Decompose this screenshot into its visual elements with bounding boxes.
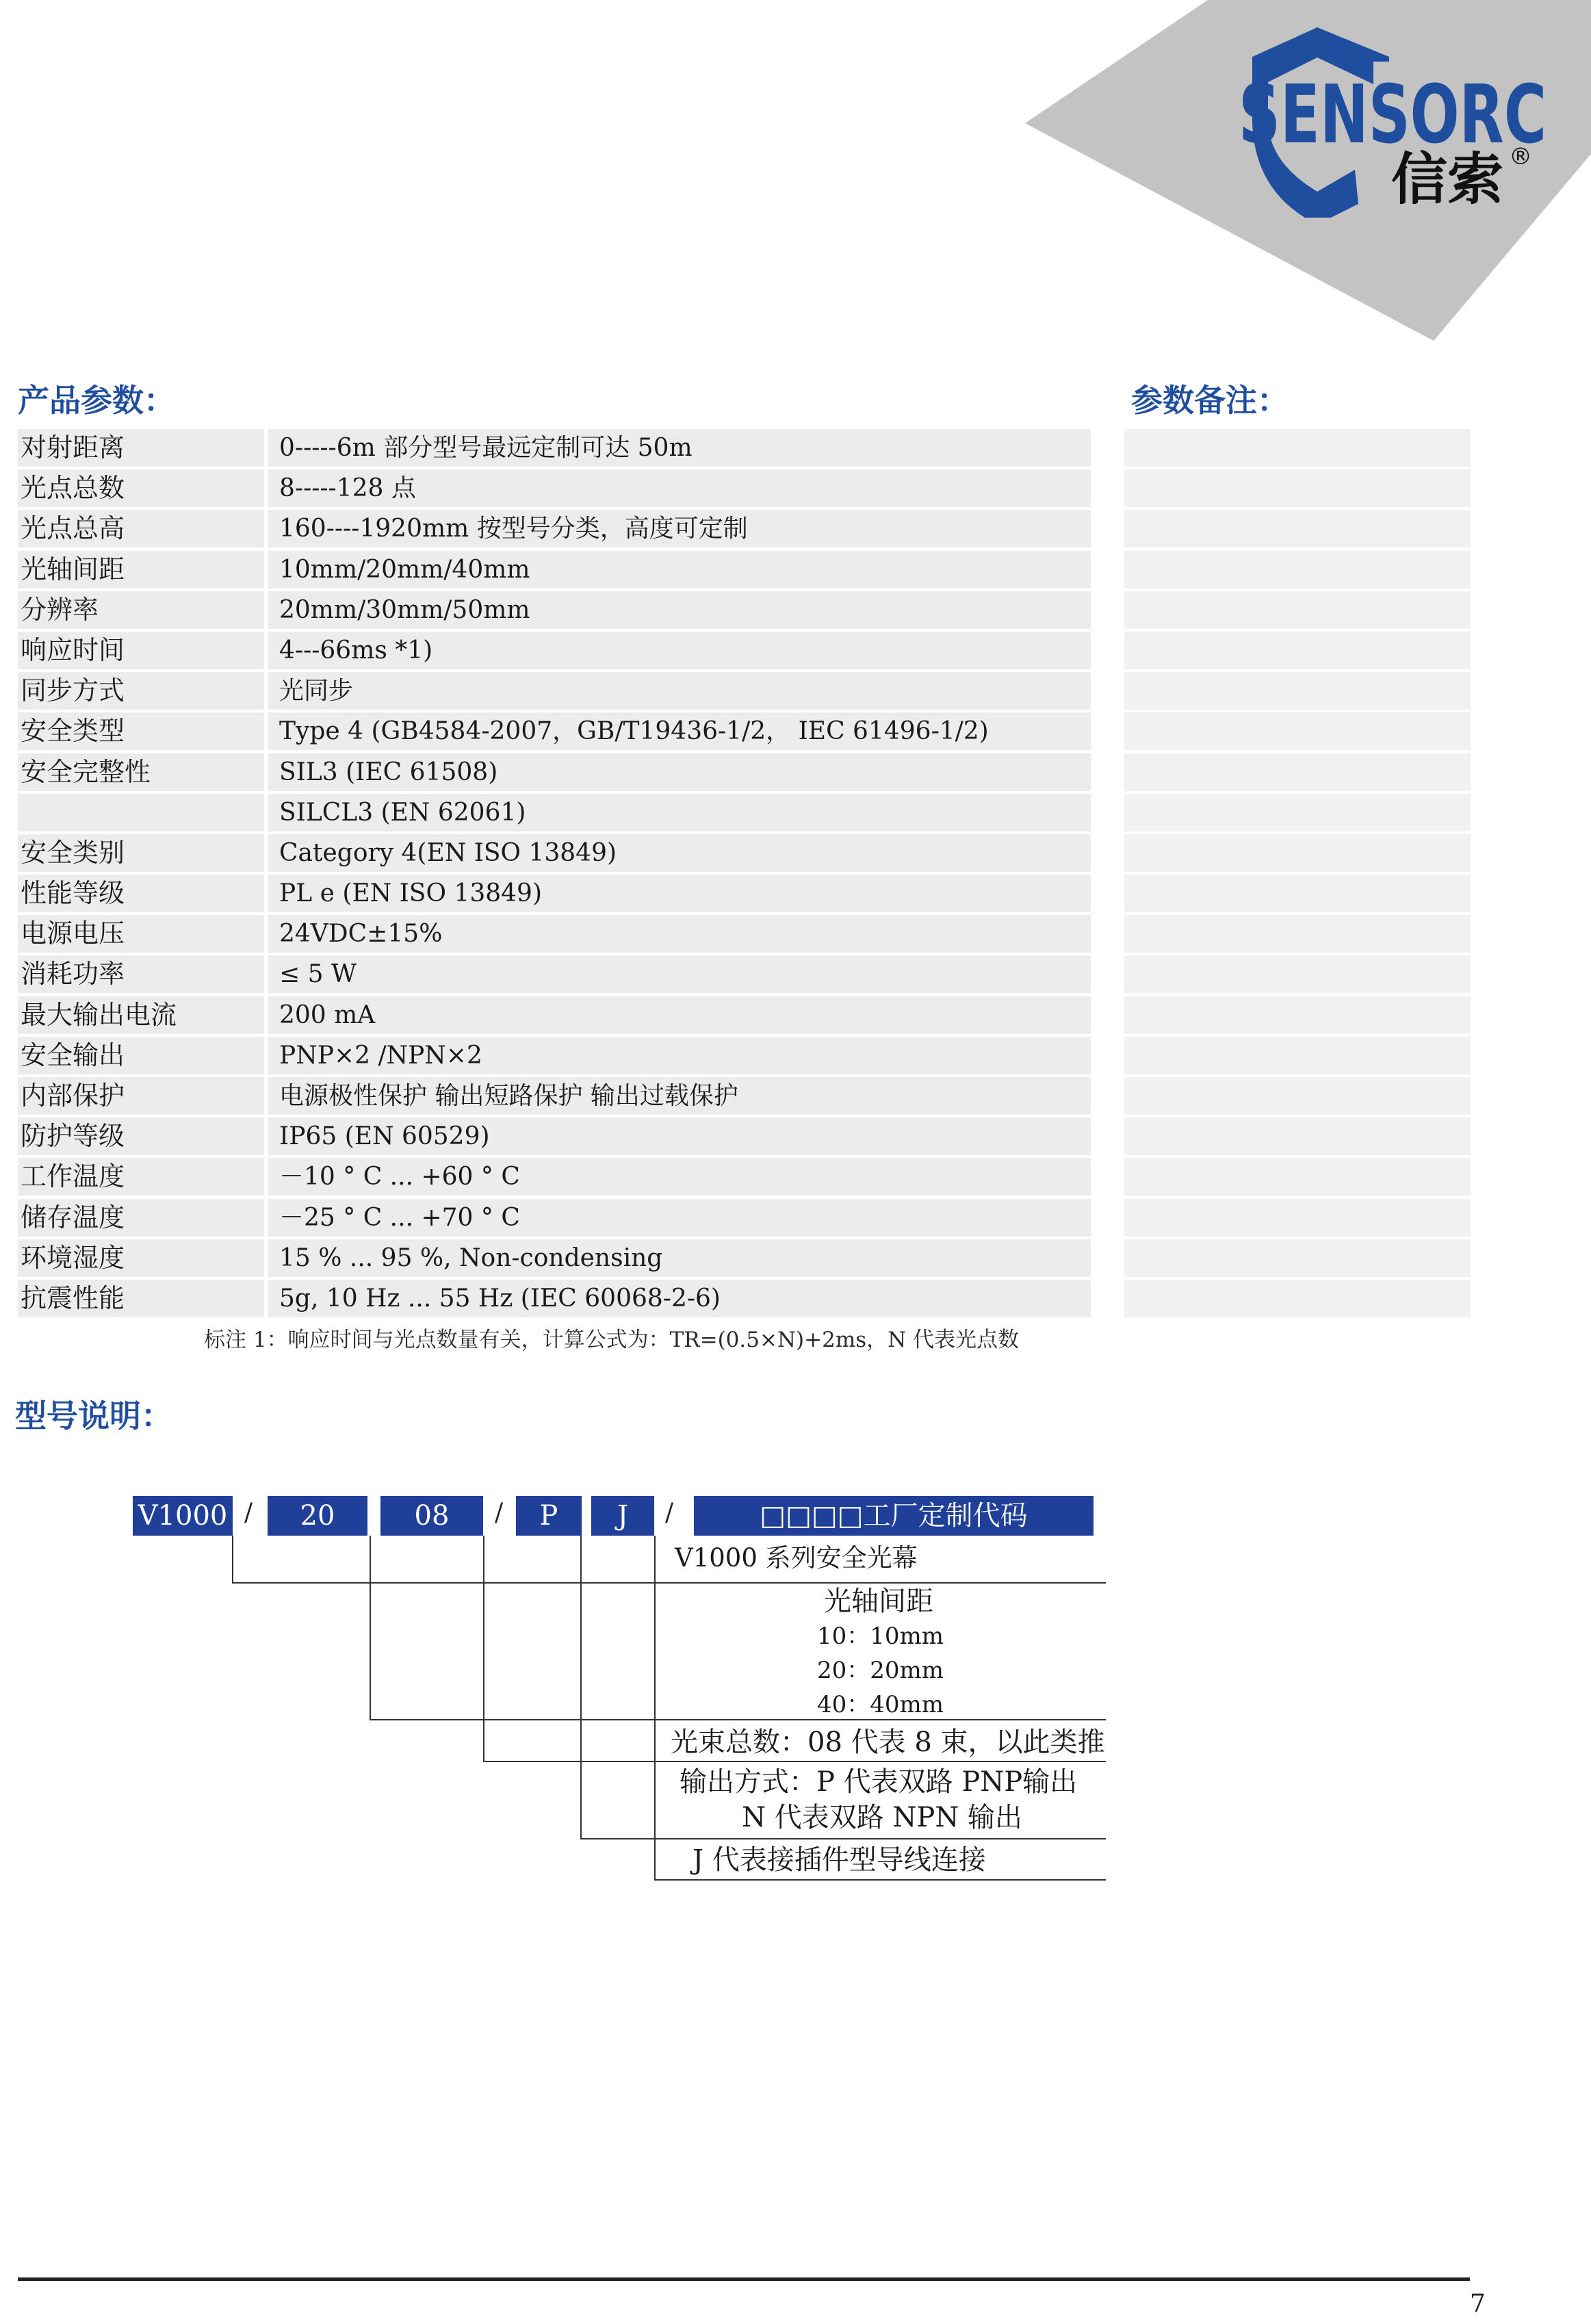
note-cell	[1124, 591, 1471, 629]
note-cell	[1124, 551, 1471, 589]
connector-line	[483, 1761, 1106, 1762]
connector-line	[580, 1536, 582, 1839]
spec-row	[18, 915, 1091, 955]
note-cell	[1124, 672, 1471, 710]
spec-label	[18, 794, 264, 831]
spec-label: 防护等级	[18, 1118, 264, 1155]
spec-value: PNP×2 /NPN×2	[268, 1037, 1091, 1074]
note-cell	[1124, 834, 1471, 872]
note-cell	[1124, 1280, 1471, 1317]
spec-label: 性能等级	[18, 875, 264, 912]
spec-row	[18, 875, 1091, 915]
code-box-spacing: 20	[268, 1496, 367, 1536]
spec-label: 储存温度	[18, 1199, 264, 1237]
spec-value: 0-----6m 部分型号最远定制可达 50m	[268, 429, 1091, 467]
desc-spacing-40: 40：40mm	[817, 1691, 944, 1718]
svg-text:信索: 信索	[1391, 147, 1504, 212]
spec-value: 8-----128 点	[268, 469, 1091, 507]
spec-value: SIL3 (IEC 61508)	[268, 753, 1091, 791]
spec-value: 20mm/30mm/50mm	[268, 591, 1091, 629]
spec-value: 4---66ms *1)	[268, 632, 1091, 669]
spec-label: 内部保护	[18, 1077, 264, 1115]
code-box-series: V1000	[133, 1496, 233, 1536]
spec-label: 分辨率	[18, 591, 264, 629]
note-cell	[1124, 1158, 1471, 1196]
spec-label: 同步方式	[18, 672, 264, 710]
spec-row	[18, 794, 1091, 834]
spec-row	[18, 1158, 1091, 1198]
desc-output-1: 输出方式：P 代表双路 PNP输出	[680, 1766, 1078, 1798]
spec-value: Type 4 (GB4584-2007，GB/T19436-1/2， IEC 61496-1/2)	[268, 712, 1091, 750]
spec-table	[18, 429, 1091, 1320]
desc-connection: J 代表接插件型导线连接	[693, 1844, 986, 1876]
note-cell	[1124, 996, 1471, 1034]
note-cell	[1124, 1077, 1471, 1115]
sensorc-logo	[1228, 19, 1557, 218]
spec-label: 安全类别	[18, 834, 264, 872]
spec-label: 安全类型	[18, 712, 264, 750]
spec-label: 抗震性能	[18, 1280, 264, 1317]
desc-series: V1000 系列安全光幕	[675, 1543, 918, 1573]
desc-spacing-10: 10：10mm	[817, 1623, 944, 1650]
separator-slash: /	[665, 1499, 674, 1527]
spec-value: 24VDC±15%	[268, 915, 1091, 953]
spec-label: 工作温度	[18, 1158, 264, 1196]
spec-row	[18, 672, 1091, 712]
separator-slash: /	[495, 1499, 504, 1527]
connector-line	[654, 1879, 1106, 1881]
spec-value: 200 mA	[268, 996, 1091, 1034]
spec-row	[18, 551, 1091, 591]
model-title: 型号说明：	[15, 1397, 172, 1434]
notes-column	[1124, 429, 1471, 1320]
note-cell	[1124, 712, 1471, 750]
spec-row	[18, 1118, 1091, 1158]
spec-row	[18, 510, 1091, 550]
spec-value: 5g, 10 Hz ... 55 Hz (IEC 60068-2-6)	[268, 1280, 1091, 1317]
spec-value: ≤ 5 W	[268, 955, 1091, 993]
code-box-beams: 08	[380, 1496, 483, 1536]
spec-row	[18, 1199, 1091, 1239]
footer-rule	[18, 2277, 1470, 2281]
spec-row	[18, 955, 1091, 996]
params-title: 产品参数：	[18, 382, 175, 419]
note-cell	[1124, 1118, 1471, 1155]
connector-line	[580, 1838, 1106, 1839]
note-cell	[1124, 955, 1471, 993]
spec-value: SILCL3 (EN 62061)	[268, 794, 1091, 831]
spec-row	[18, 834, 1091, 875]
spec-row	[18, 996, 1091, 1037]
spec-label: 电源电压	[18, 915, 264, 953]
footnote: 标注 1：响应时间与光点数量有关，计算公式为：TR=(0.5×N)+2ms，N 代表光点数	[204, 1328, 1020, 1352]
note-cell	[1124, 915, 1471, 953]
code-box-output: P	[516, 1496, 582, 1536]
note-cell	[1124, 753, 1471, 791]
notes-title: 参数备注：	[1131, 382, 1289, 419]
connector-line	[232, 1582, 1106, 1584]
spec-label: 环境湿度	[18, 1239, 264, 1277]
note-cell	[1124, 794, 1471, 831]
desc-beams: 光束总数：08 代表 8 束，以此类推	[671, 1727, 1105, 1758]
note-cell	[1124, 510, 1471, 547]
spec-label: 消耗功率	[18, 955, 264, 993]
separator-slash: /	[244, 1499, 253, 1527]
spec-row	[18, 429, 1091, 469]
note-cell	[1124, 1239, 1471, 1277]
spec-value: 160----1920mm 按型号分类，高度可定制	[268, 510, 1091, 547]
spec-label: 光点总数	[18, 469, 264, 507]
spec-value: IP65 (EN 60529)	[268, 1118, 1091, 1155]
spec-label: 最大输出电流	[18, 996, 264, 1034]
spec-row	[18, 469, 1091, 510]
spec-row	[18, 753, 1091, 794]
spec-value: 光同步	[268, 672, 1091, 710]
spec-label: 光点总高	[18, 510, 264, 547]
code-box-custom: □□□□工厂定制代码	[694, 1496, 1094, 1536]
spec-label: 安全输出	[18, 1037, 264, 1074]
spec-row	[18, 632, 1091, 672]
spec-row	[18, 1280, 1091, 1320]
spec-label: 光轴间距	[18, 551, 264, 589]
connector-line	[370, 1719, 1106, 1720]
connector-line	[654, 1536, 656, 1881]
spec-row	[18, 1037, 1091, 1077]
note-cell	[1124, 875, 1471, 912]
spec-row	[18, 712, 1091, 753]
spec-row	[18, 591, 1091, 632]
note-cell	[1124, 469, 1471, 507]
code-box-connection: J	[591, 1496, 654, 1536]
spec-value: －25 ° C ... +70 ° C	[268, 1199, 1091, 1237]
spec-value: 电源极性保护 输出短路保护 输出过载保护	[268, 1077, 1091, 1115]
spec-label: 安全完整性	[18, 753, 264, 791]
desc-output-2: N 代表双路 NPN 输出	[742, 1802, 1023, 1833]
spec-value: Category 4(EN ISO 13849)	[268, 834, 1091, 872]
spec-value: PL e (EN ISO 13849)	[268, 875, 1091, 912]
connector-line	[232, 1536, 233, 1584]
spec-value: 15 % ... 95 %, Non-condensing	[268, 1239, 1091, 1277]
spec-row	[18, 1077, 1091, 1118]
spec-label: 对射距离	[18, 429, 264, 467]
connector-line	[370, 1536, 371, 1720]
svg-text:SENSORC: SENSORC	[1239, 67, 1547, 162]
page-number: 7	[1470, 2290, 1486, 2318]
svg-text:®: ®	[1509, 143, 1532, 170]
desc-spacing-20: 20：20mm	[817, 1657, 944, 1684]
note-cell	[1124, 1199, 1471, 1237]
spec-value: 10mm/20mm/40mm	[268, 551, 1091, 589]
spec-value: －10 ° C ... +60 ° C	[268, 1158, 1091, 1196]
desc-spacing-title: 光轴间距	[824, 1586, 933, 1617]
note-cell	[1124, 1037, 1471, 1074]
spec-label: 响应时间	[18, 632, 264, 669]
note-cell	[1124, 429, 1471, 467]
spec-row	[18, 1239, 1091, 1280]
note-cell	[1124, 632, 1471, 669]
connector-line	[483, 1536, 484, 1762]
